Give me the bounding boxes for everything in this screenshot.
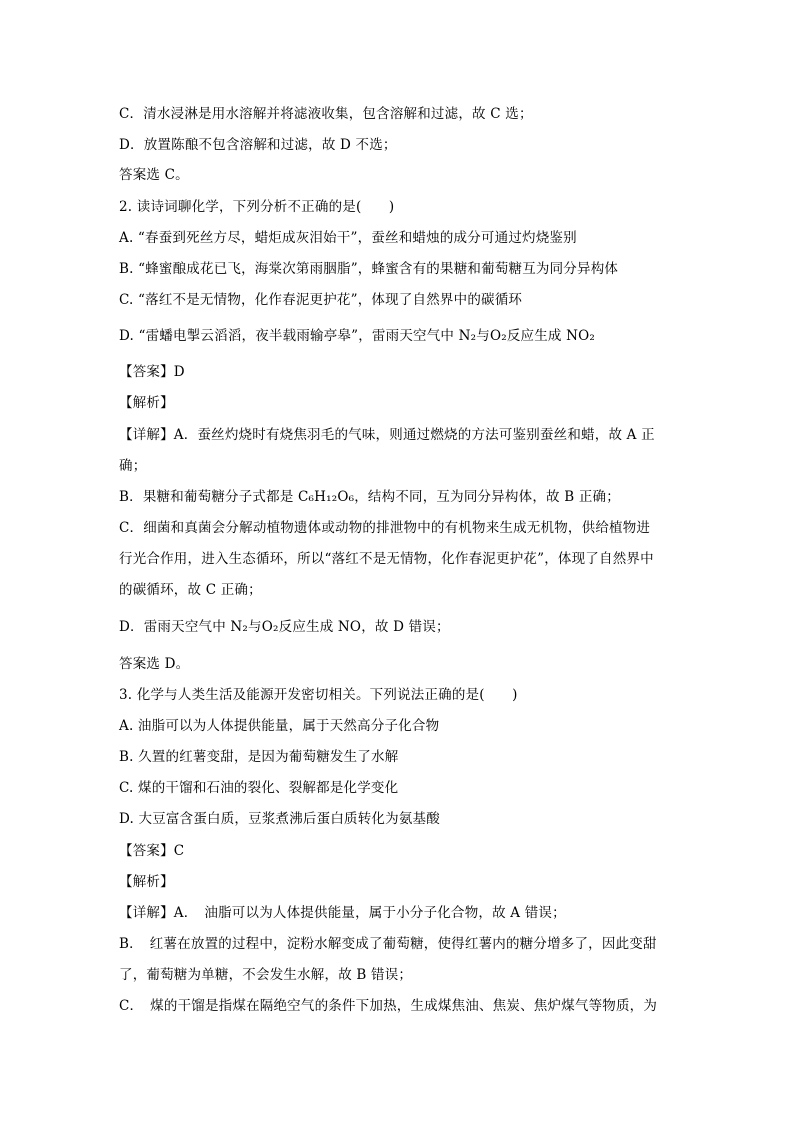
question-3-option-c: C. 煤的干馏和石油的裂化、裂解都是化学变化 — [119, 780, 399, 796]
text-line: D．雷雨天空气中 N₂与O₂反应生成 NO，故 D 错误； — [119, 619, 450, 635]
text-line: C．清水浸淋是用水溶解并将滤液收集，包含溶解和过滤，故 C 选； — [119, 106, 533, 122]
text-line: 【详解】A． 油脂可以为人体提供能量，属于小分子化合物，故 A 错误； — [119, 905, 566, 921]
text-line: D．放置陈酿不包含溶解和过滤，故 D 不选； — [119, 137, 397, 153]
text-line: B． 红薯在放置的过程中，淀粉水解变成了葡萄糖，使得红薯内的糖分增多了，因此变甜 — [119, 936, 657, 952]
text-line: B．果糖和葡萄糖分子式都是 C₆H₁₂O₆，结构不同，互为同分异构体，故 B 正确； — [119, 489, 620, 505]
question-2-option-b: B. “蜂蜜酿成花已飞，海棠次第雨胭脂”，蜂蜜含有的果糖和葡萄糖互为同分异构体 — [119, 261, 619, 277]
answer-label: 【答案】C — [119, 843, 185, 859]
text-line: C． 煤的干馏是指煤在隔绝空气的条件下加热，生成煤焦油、焦炭、焦炉煤气等物质，为 — [119, 998, 658, 1014]
question-3-stem: 3. 化学与人类生活及能源开发密切相关。下列说法正确的是( ) — [119, 687, 518, 703]
question-3-option-b: B. 久置的红薯变甜，是因为葡萄糖发生了水解 — [119, 749, 399, 765]
answer-label: 【答案】D — [119, 364, 185, 380]
question-3-option-a: A. 油脂可以为人体提供能量，属于天然高分子化合物 — [119, 718, 440, 734]
question-2-stem: 2. 读诗词聊化学，下列分析不正确的是( ) — [119, 199, 395, 215]
text-line: 确； — [119, 458, 147, 474]
text-line: C．细菌和真菌会分解动植物遗体或动物的排泄物中的有机物来生成无机物，供给植物进 — [119, 520, 651, 536]
analysis-label: 【解析】 — [119, 874, 174, 890]
analysis-label: 【解析】 — [119, 395, 174, 411]
text-line: 答案选 D。 — [119, 656, 190, 672]
text-line: 的碳循环，故 C 正确； — [119, 582, 262, 598]
question-2-option-d: D. “雷蟠电掣云滔滔，夜半载雨输亭皋”，雷雨天空气中 N₂与O₂反应生成 NO₂ — [119, 328, 596, 344]
question-2-option-c: C. “落红不是无情物，化作春泥更护花”，体现了自然界中的碳循环 — [119, 292, 523, 308]
text-line: 了，葡萄糖为单糖，不会发生水解，故 B 错误； — [119, 967, 413, 983]
text-line: 行光合作用，进入生态循环，所以“落红不是无情物，化作春泥更护花”，体现了自然界中 — [119, 551, 654, 567]
text-line: 【详解】A．蚕丝灼烧时有烧焦羽毛的气味，则通过燃烧的方法可鉴别蚕丝和蜡，故 A 正 — [119, 427, 655, 443]
text-line: 答案选 C。 — [119, 167, 189, 183]
question-2-option-a: A. “春蚕到死丝方尽，蜡炬成灰泪始干”，蚕丝和蜡烛的成分可通过灼烧鉴别 — [119, 230, 577, 246]
question-3-option-d: D. 大豆富含蛋白质，豆浆煮沸后蛋白质转化为氨基酸 — [119, 811, 440, 827]
